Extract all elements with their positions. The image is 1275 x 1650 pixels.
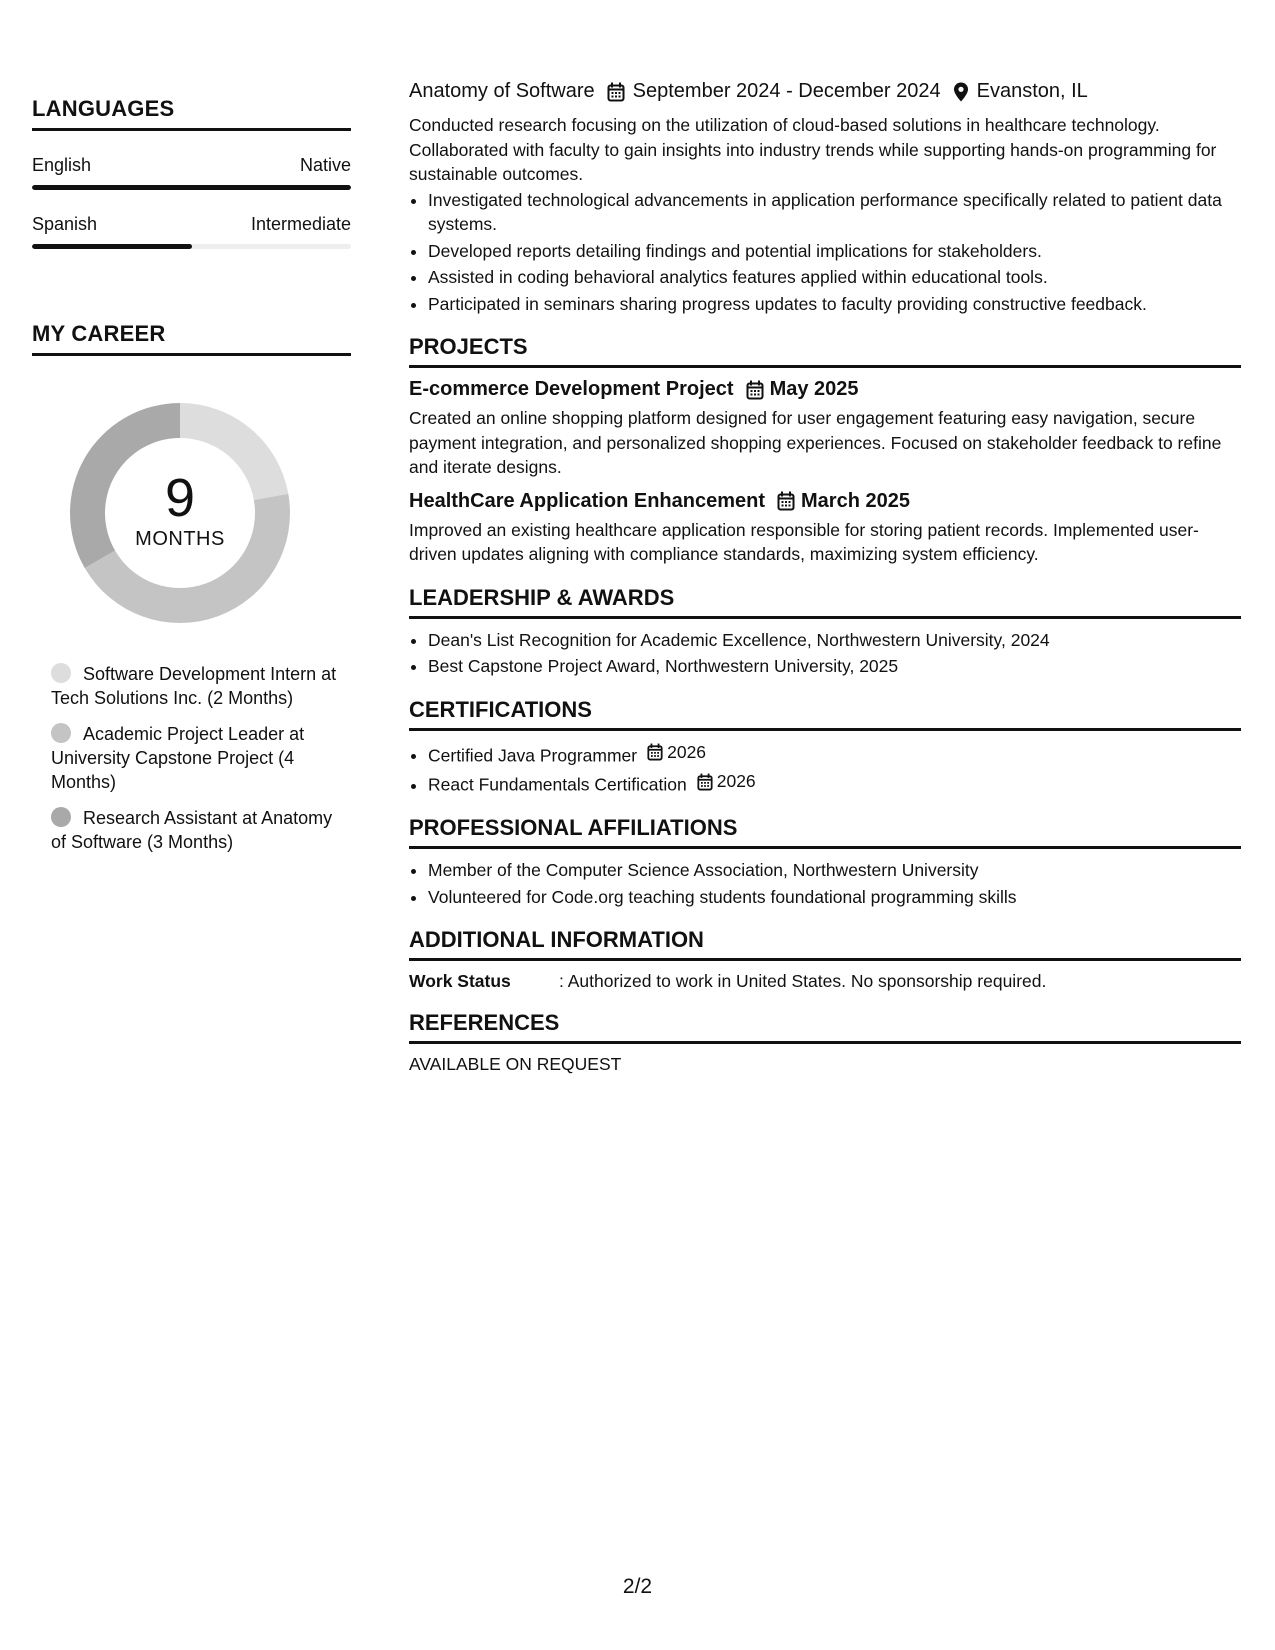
career-donut-chart — [65, 398, 295, 628]
calendar-icon — [647, 743, 663, 761]
experience-description: Conducted research focusing on the utilization of cloud-based solutions in healthcare technology. Collaborated with faculty to gain insights into industry trends while supporting hands-on programming for sustainable outcomes. — [409, 115, 1217, 184]
experience-header — [409, 80, 1241, 103]
experience-bullet: • Assisted in coding behavioral analytics features applied within educational tools. — [428, 265, 1241, 290]
certification-year: 2026 — [667, 741, 707, 762]
leadership-list — [428, 628, 1241, 679]
work-status-row — [409, 971, 1241, 992]
legend-dot — [51, 723, 71, 743]
calendar-icon — [697, 773, 713, 791]
project-name: E-commerce Development Project — [409, 378, 734, 400]
project-date: March 2025 — [801, 489, 910, 512]
language-proficiency-fill — [32, 244, 192, 249]
certification-name: Certified Java Programmer — [428, 744, 638, 765]
certifications-heading: CERTIFICATIONS — [409, 697, 1241, 731]
project-item — [409, 490, 1241, 567]
calendar-icon — [607, 82, 625, 102]
page-number: 2/2 — [622, 1575, 653, 1598]
certification-item — [428, 740, 1241, 768]
main-content — [409, 80, 1241, 1075]
affiliation-item: • Member of the Computer Science Association, Northwestern University — [428, 858, 1241, 883]
experience-bullets — [428, 188, 1241, 317]
leadership-item: • Best Capstone Project Award, Northwestern University, 2025 — [428, 654, 1241, 679]
project-description: Improved an existing healthcare application responsible for storing patient records. Implemented user-driven updates aligning with compliance standards, maximizing system efficiency. — [409, 519, 1199, 564]
career-legend — [51, 662, 341, 854]
language-proficiency-fill — [32, 185, 351, 190]
legend-dot — [51, 663, 71, 683]
legend-item — [51, 722, 341, 794]
experience-dates: September 2024 - December 2024 — [632, 80, 941, 102]
certification-item — [428, 769, 1241, 797]
experience-bullet: • Investigated technological advancements in application performance specifically related to patient data systems. — [428, 188, 1241, 237]
sidebar — [32, 96, 351, 866]
calendar-icon — [746, 380, 764, 400]
languages-heading: LANGUAGES — [32, 96, 351, 131]
donut-center — [65, 398, 295, 628]
language-spanish — [32, 214, 351, 249]
affiliations-list — [428, 858, 1241, 909]
certification-name: React Fundamentals Certification — [428, 774, 687, 795]
project-item — [409, 378, 1241, 480]
certification-year: 2026 — [716, 771, 756, 792]
project-date: May 2025 — [769, 378, 859, 400]
language-level: Native — [299, 155, 351, 175]
experience-location: Evanston, IL — [976, 80, 1088, 102]
projects-heading: PROJECTS — [409, 334, 1241, 368]
legend-item — [51, 806, 341, 854]
project-description: Created an online shopping platform designed for user engagement featuring easy navigation, secure payment integration, and personalized shopping experiences. Focused on stakeholder feedback to refine and iterate designs. — [409, 408, 1222, 477]
references-heading: REFERENCES — [409, 1010, 1241, 1044]
career-heading: MY CAREER — [32, 321, 351, 356]
experience-org: Anatomy of Software — [409, 80, 595, 102]
experience-bullet: • Participated in seminars sharing progress updates to faculty providing constructive feedback. — [428, 292, 1241, 317]
work-status-value: : Authorized to work in United States. No sponsorship required. — [559, 971, 1047, 991]
legend-label: Research Assistant at Anatomy of Software (3 Months) — [51, 808, 333, 852]
legend-label: Software Development Intern at Tech Solutions Inc. (2 Months) — [51, 664, 337, 708]
language-level: Intermediate — [250, 214, 351, 234]
affiliation-item: • Volunteered for Code.org teaching students foundational programming skills — [428, 885, 1241, 910]
map-pin-icon — [953, 82, 969, 102]
language-english — [32, 155, 351, 190]
career-total-unit: MONTHS — [135, 527, 225, 550]
project-name: HealthCare Application Enhancement — [409, 489, 765, 512]
calendar-icon — [777, 491, 795, 511]
legend-label: Academic Project Leader at University Capstone Project (4 Months) — [51, 724, 305, 792]
language-proficiency-bar — [32, 244, 351, 249]
work-status-label: Work Status — [409, 971, 511, 991]
additional-info-heading: ADDITIONAL INFORMATION — [409, 927, 1241, 961]
career-total-months: 9 — [164, 467, 196, 528]
leadership-heading: LEADERSHIP & AWARDS — [409, 585, 1241, 619]
legend-item — [51, 662, 341, 710]
leadership-item: • Dean's List Recognition for Academic Excellence, Northwestern University, 2024 — [428, 628, 1241, 653]
affiliations-heading: PROFESSIONAL AFFILIATIONS — [409, 815, 1241, 849]
legend-dot — [51, 807, 71, 827]
language-name: English — [32, 155, 92, 175]
language-proficiency-bar — [32, 185, 351, 190]
experience-bullet: • Developed reports detailing findings and potential implications for stakeholders. — [428, 239, 1241, 264]
references-text: AVAILABLE ON REQUEST — [409, 1054, 622, 1074]
language-name: Spanish — [32, 214, 98, 234]
certifications-list — [428, 740, 1241, 798]
